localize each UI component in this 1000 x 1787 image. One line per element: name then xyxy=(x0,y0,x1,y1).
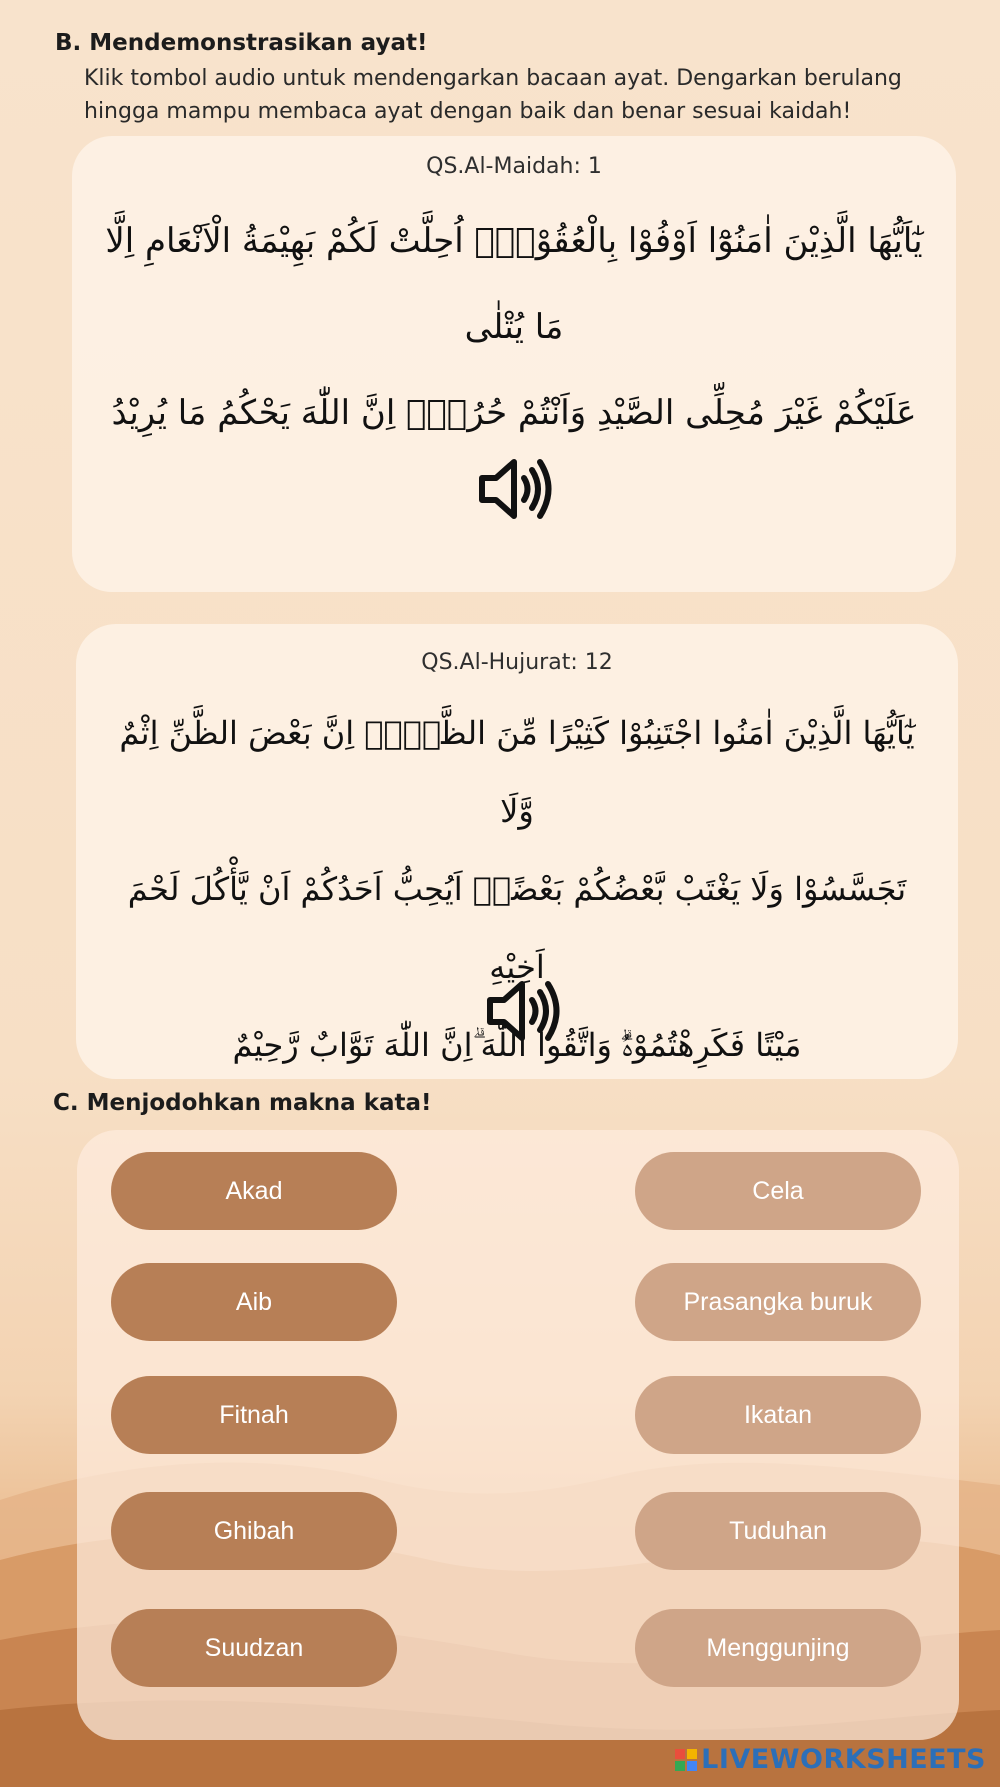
arabic-line: تَجَسَّسُوْا وَلَا يَغْتَبْ بَّعْضُكُمْ بَعْضًاۗ اَيُحِبُّ اَحَدُكُمْ اَنْ يَّأْكُلَ لَحْمَ اَخِيْهِ xyxy=(127,870,907,986)
match-right-item[interactable]: Menggunjing xyxy=(635,1609,921,1687)
match-left-item[interactable]: Akad xyxy=(111,1152,397,1230)
match-right-item[interactable]: Prasangka buruk xyxy=(635,1263,921,1341)
arabic-line: يٰٓاَيُّهَا الَّذِيْنَ اٰمَنُوْٓا اَوْفُوْا بِالْعُقُوْدِۗ اُحِلَّتْ لَكُمْ بَهِيْمَةُ الْاَنْعَامِ اِلَّا مَا يُتْلٰى xyxy=(105,221,923,347)
match-right-item[interactable]: Cela xyxy=(635,1152,921,1230)
verse-card xyxy=(76,624,958,1079)
logo-text: LIVEWORKSHEETS xyxy=(701,1744,986,1775)
liveworksheets-logo[interactable] xyxy=(675,1744,986,1775)
match-right-item[interactable]: Ikatan xyxy=(635,1376,921,1454)
liveworksheets-logo-icon xyxy=(675,1749,697,1771)
match-left-item[interactable]: Fitnah xyxy=(111,1376,397,1454)
arabic-line: عَلَيْكُمْ غَيْرَ مُحِلِّى الصَّيْدِ وَاَنْتُمْ حُرُمٌۗ اِنَّ اللّٰهَ يَحْكُمُ مَا يُرِيْدُ xyxy=(111,393,917,433)
arabic-verse-text xyxy=(102,198,926,456)
section-c-heading: C. Menjodohkan makna kata! xyxy=(53,1090,432,1116)
match-left-item[interactable]: Suudzan xyxy=(111,1609,397,1687)
verse-title: QS.Al-Hujurat: 12 xyxy=(421,650,613,675)
arabic-line: يٰٓاَيُّهَا الَّذِيْنَ اٰمَنُوا اجْتَنِبُوْا كَثِيْرًا مِّنَ الظَّنِّۖ اِنَّ بَعْضَ الظَّنِّ اِثْمٌ وَّلَا xyxy=(119,714,915,830)
match-left-item[interactable]: Ghibah xyxy=(111,1492,397,1570)
arabic-line: مَيْتًا فَكَرِهْتُمُوْهُۗ وَاتَّقُوا اللّٰهَ ۗاِنَّ اللّٰهَ تَوَّابٌ رَّحِيْمٌ xyxy=(232,1026,802,1064)
section-b-heading: B. Mendemonstrasikan ayat! xyxy=(55,30,428,56)
match-left-item[interactable]: Aib xyxy=(111,1263,397,1341)
verse-card xyxy=(72,136,956,592)
section-b-instruction: Klik tombol audio untuk mendengarkan bacaan ayat. Dengarkan berulang hingga mampu membaca ayat dengan baik dan benar sesuai kaidah! xyxy=(84,66,902,124)
speaker-icon[interactable] xyxy=(482,976,562,1046)
verse-title: QS.Al-Maidah: 1 xyxy=(426,154,602,179)
match-right-item[interactable]: Tuduhan xyxy=(635,1492,921,1570)
speaker-icon[interactable] xyxy=(474,454,554,524)
